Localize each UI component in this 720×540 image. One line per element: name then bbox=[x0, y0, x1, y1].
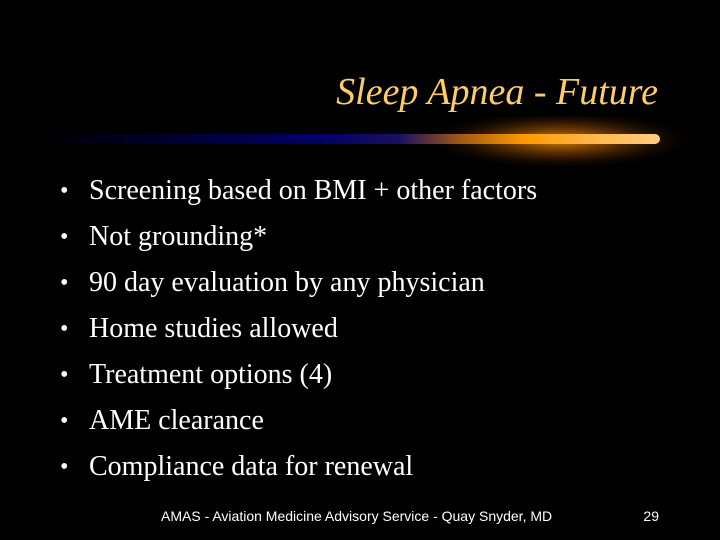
page-number: 29 bbox=[643, 508, 659, 524]
bullet-item bbox=[60, 168, 537, 214]
bullet-list bbox=[60, 168, 537, 490]
bullet-text: Compliance data for renewal bbox=[89, 451, 414, 482]
bullet-dot: • bbox=[60, 315, 69, 342]
bullet-item bbox=[60, 444, 537, 490]
bullet-text: AME clearance bbox=[89, 405, 264, 436]
bullet-dot: • bbox=[60, 407, 69, 434]
title-underline-bar bbox=[0, 116, 720, 166]
slide-footer: AMAS - Aviation Medicine Advisory Service - Quay Snyder, MD bbox=[161, 508, 553, 524]
bullet-text: Treatment options (4) bbox=[89, 359, 333, 390]
bullet-item bbox=[60, 352, 537, 398]
bullet-dot: • bbox=[60, 269, 69, 296]
bullet-text: Home studies allowed bbox=[89, 313, 338, 344]
bullet-dot: • bbox=[60, 223, 69, 250]
bullet-item bbox=[60, 398, 537, 444]
bullet-dot: • bbox=[60, 177, 69, 204]
bullet-item bbox=[60, 260, 537, 306]
bullet-text: Not grounding* bbox=[89, 221, 268, 252]
slide-title: Sleep Apnea - Future bbox=[336, 71, 658, 113]
bullet-dot: • bbox=[60, 453, 69, 480]
bullet-dot: • bbox=[60, 361, 69, 388]
bullet-text: 90 day evaluation by any physician bbox=[89, 267, 485, 298]
bullet-item bbox=[60, 306, 537, 352]
bullet-item bbox=[60, 214, 537, 260]
bullet-text: Screening based on BMI + other factors bbox=[89, 175, 538, 206]
